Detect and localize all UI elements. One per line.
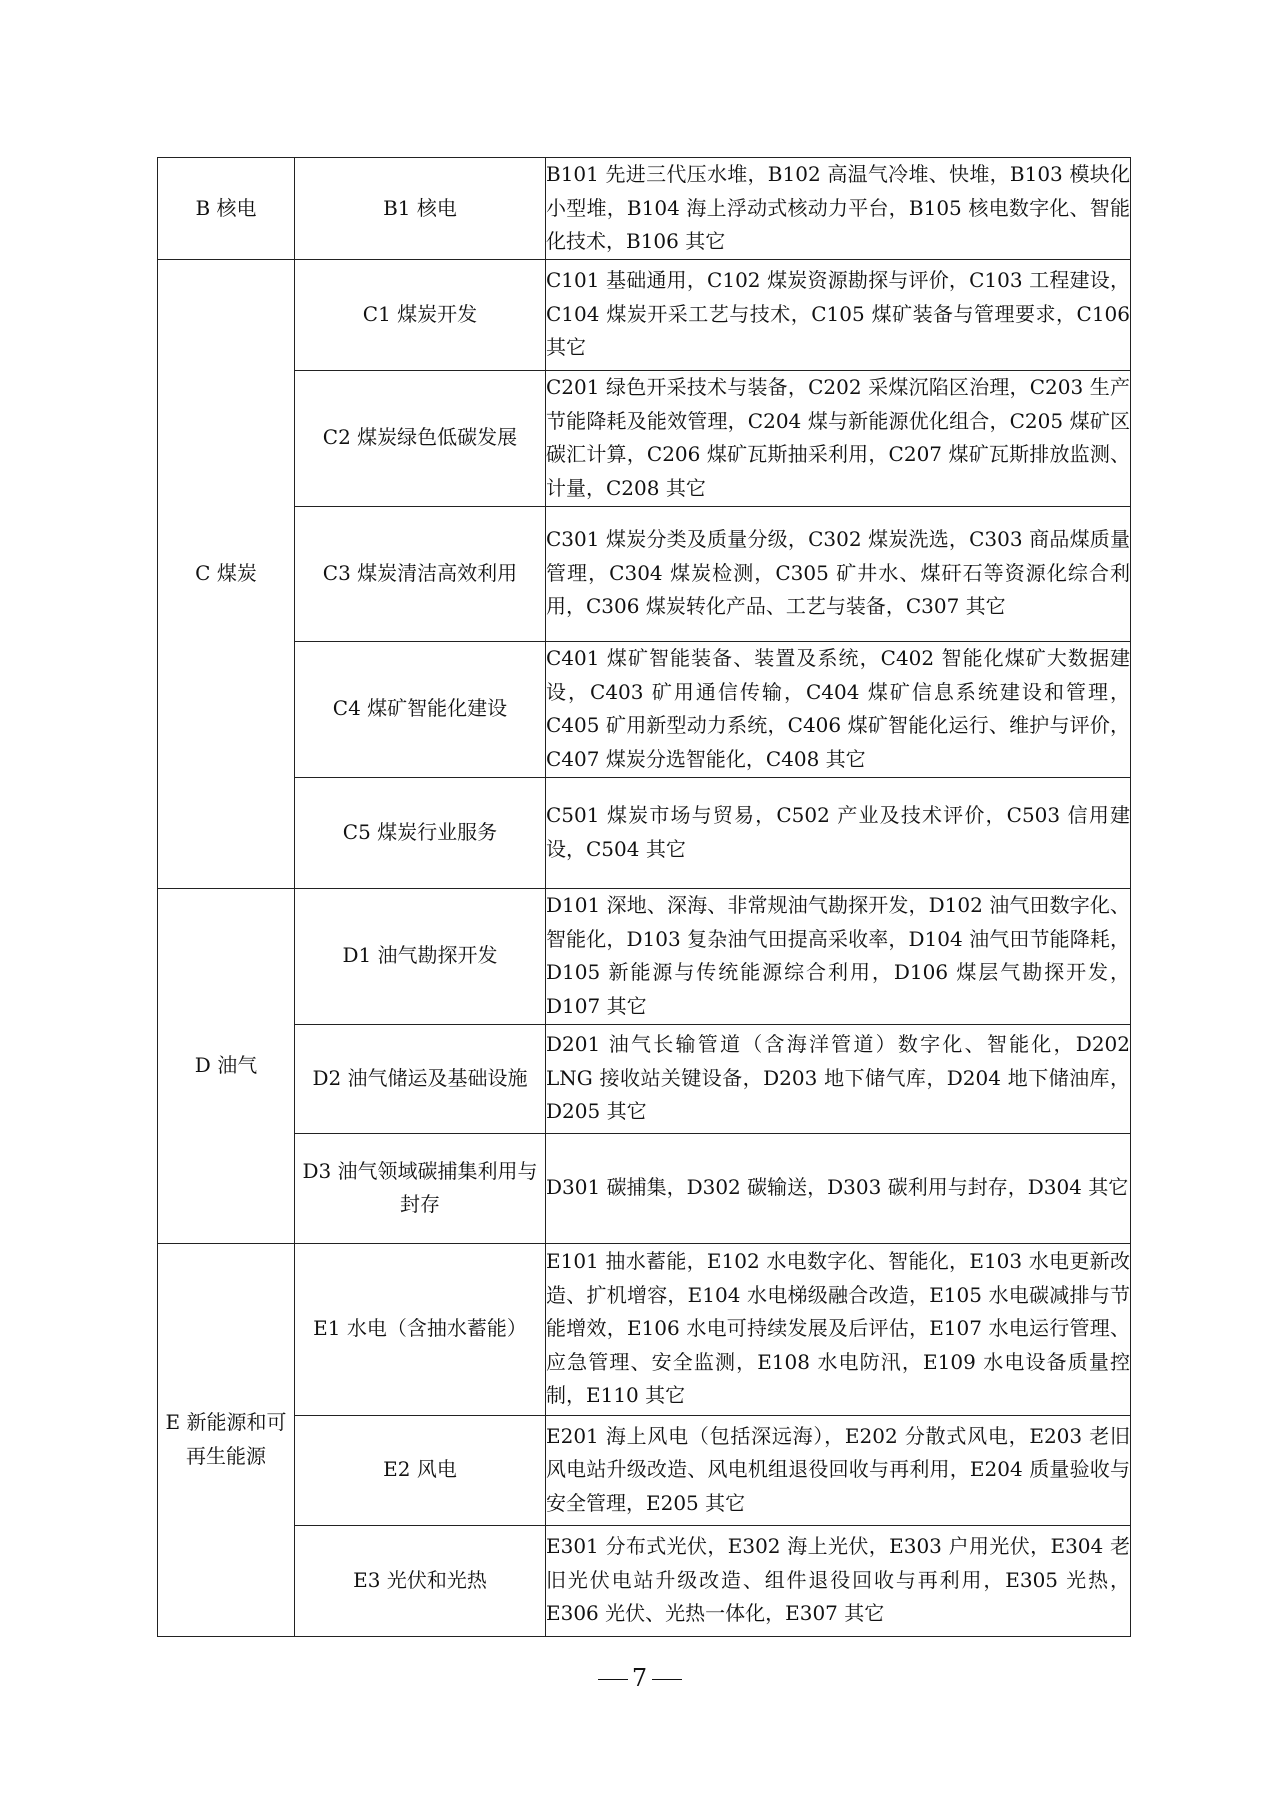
table-row <box>158 641 1131 777</box>
page-number-dash-right <box>652 1679 682 1680</box>
subcategory-cell: E2 风电 <box>295 1415 546 1525</box>
items-cell: B101 先进三代压水堆，B102 高温气冷堆、快堆，B103 模块化小型堆，B104 海上浮动式核动力平台，B105 核电数字化、智能化技术，B106 其它 <box>546 158 1131 260</box>
items-cell: C301 煤炭分类及质量分级，C302 煤炭洗选，C303 商品煤质量管理，C304 煤炭检测，C305 矿井水、煤矸石等资源化综合利用，C306 煤炭转化产品、工艺与装备，C307 其它 <box>546 506 1131 641</box>
table-row <box>158 1525 1131 1636</box>
category-cell: B 核电 <box>158 158 295 260</box>
table-row <box>158 158 1131 260</box>
page-number-value: 7 <box>631 1664 649 1692</box>
category-cell: D 油气 <box>158 888 295 1243</box>
subcategory-cell: D1 油气勘探开发 <box>295 888 546 1024</box>
items-cell: D301 碳捕集，D302 碳输送，D303 碳利用与封存，D304 其它 <box>546 1133 1131 1243</box>
subcategory-cell: C1 煤炭开发 <box>295 259 546 370</box>
table-row <box>158 1415 1131 1525</box>
subcategory-cell: E3 光伏和光热 <box>295 1525 546 1636</box>
items-cell: C201 绿色开采技术与装备，C202 采煤沉陷区治理，C203 生产节能降耗及能效管理，C204 煤与新能源优化组合，C205 煤矿区碳汇计算，C206 煤矿瓦斯抽采利用，C207 煤矿瓦斯排放监测、计量，C208 其它 <box>546 370 1131 506</box>
items-cell: E201 海上风电（包括深远海），E202 分散式风电，E203 老旧风电站升级改造、风电机组退役回收与再利用，E204 质量验收与安全管理，E205 其它 <box>546 1415 1131 1525</box>
subcategory-cell: C4 煤矿智能化建设 <box>295 641 546 777</box>
subcategory-cell: E1 水电（含抽水蓄能） <box>295 1243 546 1415</box>
table-row <box>158 259 1131 370</box>
table-row <box>158 777 1131 888</box>
items-cell: E101 抽水蓄能，E102 水电数字化、智能化，E103 水电更新改造、扩机增容，E104 水电梯级融合改造，E105 水电碳减排与节能增效，E106 水电可持续发展及后评估，E107 水电运行管理、应急管理、安全监测，E108 水电防汛，E109 水电设备质量控制，E110 其它 <box>546 1243 1131 1415</box>
category-cell: C 煤炭 <box>158 259 295 888</box>
items-cell: C501 煤炭市场与贸易，C502 产业及技术评价，C503 信用建设，C504 其它 <box>546 777 1131 888</box>
items-cell: D201 油气长输管道（含海洋管道）数字化、智能化，D202 LNG 接收站关键设备，D203 地下储气库，D204 地下储油库，D205 其它 <box>546 1024 1131 1133</box>
category-cell: E 新能源和可再生能源 <box>158 1243 295 1636</box>
table-row <box>158 1243 1131 1415</box>
table-row <box>158 1133 1131 1243</box>
page-number <box>0 1664 1280 1692</box>
subcategory-cell: B1 核电 <box>295 158 546 260</box>
subcategory-cell: D3 油气领域碳捕集利用与封存 <box>295 1133 546 1243</box>
subcategory-cell: C2 煤炭绿色低碳发展 <box>295 370 546 506</box>
items-cell: C401 煤矿智能装备、装置及系统，C402 智能化煤矿大数据建设，C403 矿用通信传输，C404 煤矿信息系统建设和管理，C405 矿用新型动力系统，C406 煤矿智能化运行、维护与评价，C407 煤炭分选智能化，C408 其它 <box>546 641 1131 777</box>
subcategory-cell: C5 煤炭行业服务 <box>295 777 546 888</box>
table-row <box>158 370 1131 506</box>
subcategory-cell: C3 煤炭清洁高效利用 <box>295 506 546 641</box>
category-table <box>157 157 1131 1637</box>
table-row <box>158 888 1131 1024</box>
items-cell: C101 基础通用，C102 煤炭资源勘探与评价，C103 工程建设，C104 煤炭开采工艺与技术，C105 煤矿装备与管理要求，C106 其它 <box>546 259 1131 370</box>
subcategory-cell: D2 油气储运及基础设施 <box>295 1024 546 1133</box>
table-row <box>158 1024 1131 1133</box>
items-cell: D101 深地、深海、非常规油气勘探开发，D102 油气田数字化、智能化，D103 复杂油气田提高采收率，D104 油气田节能降耗，D105 新能源与传统能源综合利用，D106 煤层气勘探开发，D107 其它 <box>546 888 1131 1024</box>
table-row <box>158 506 1131 641</box>
page-number-dash-left <box>598 1679 628 1680</box>
items-cell: E301 分布式光伏，E302 海上光伏，E303 户用光伏，E304 老旧光伏电站升级改造、组件退役回收与再利用，E305 光热，E306 光伏、光热一体化，E307 其它 <box>546 1525 1131 1636</box>
